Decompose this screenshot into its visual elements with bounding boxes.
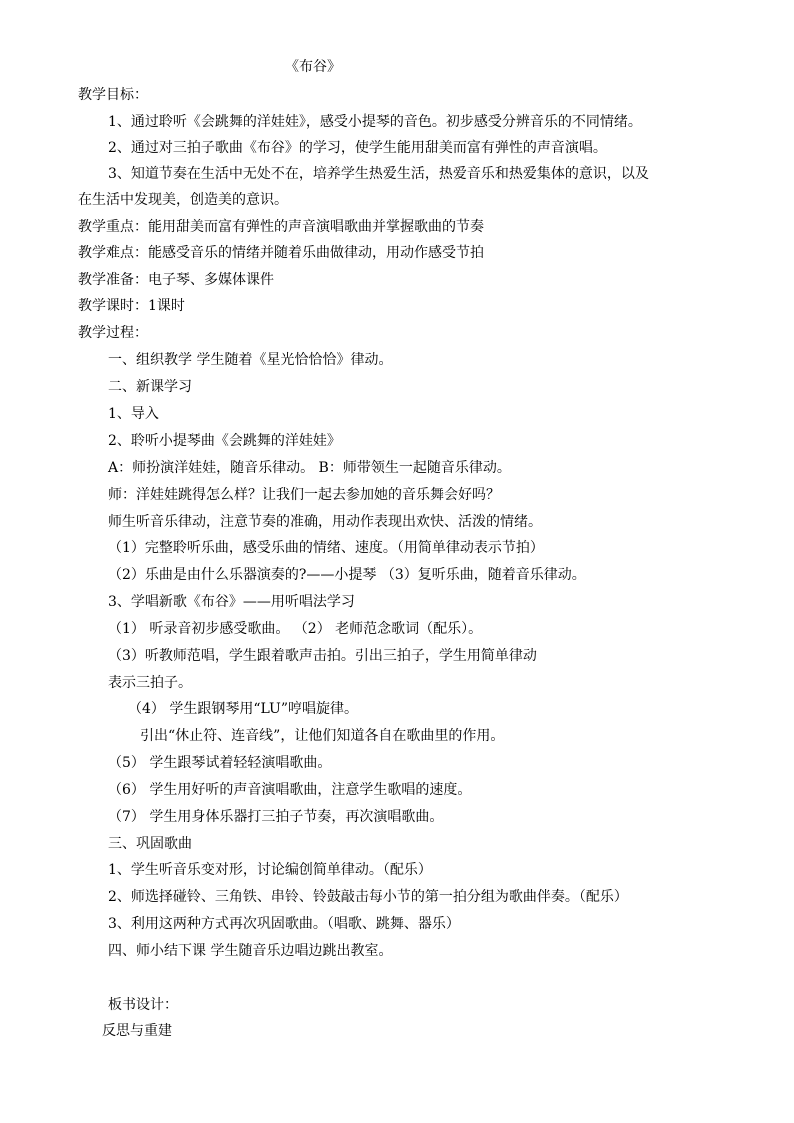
step-intro: 1、导入 (108, 406, 159, 422)
document-title: 《布谷》 (285, 59, 341, 75)
substep-2-3: （2）乐曲是由什么乐器演奏的?——小提琴 （3）复听乐曲，随着音乐律动。 (108, 567, 586, 583)
objective-3: 3、知道节奏在生活中无处不在，培养学生热爱生活，热爱音乐和热爱集体的意识，以及 (108, 166, 649, 182)
song-step-3: （3）听教师范唱，学生跟着歌声击拍。引出三拍子，学生用简单律动 (108, 648, 537, 664)
review-3: 3、利用这两种方式再次巩固歌曲。（唱歌、跳舞、器乐） (108, 916, 460, 932)
board-design: 板书设计： (108, 997, 178, 1013)
key-points: 教学重点：能用甜美而富有弹性的声音演唱歌曲并掌握歌曲的节奏 (78, 219, 484, 235)
difficult-points: 教学难点：能感受音乐的情绪并随着乐曲做律动，用动作感受节拍 (78, 245, 484, 261)
song-step-6: （6） 学生用好听的声音演唱歌曲，注意学生歌唱的速度。 (108, 782, 472, 798)
song-step-3-cont: 表示三拍子。 (108, 675, 192, 691)
section-2: 二、新课学习 (108, 379, 192, 395)
review-2: 2、师选择碰铃、三角铁、串铃、铃鼓敲击每小节的第一拍分组为歌曲伴奏。（配乐） (108, 889, 628, 905)
step-listen: 2、聆听小提琴曲《会跳舞的洋娃娃》 (108, 433, 341, 449)
step-learn-song: 3、学唱新歌《布谷》——用听唱法学习 (108, 594, 355, 610)
step-ab: A：师扮演洋娃娃，随音乐律动。 B：师带领生一起随音乐律动。 (108, 460, 511, 476)
objectives-heading: 教学目标： (78, 87, 148, 103)
song-step-1-2: （1） 听录音初步感受歌曲。 （2） 老师范念歌词（配乐）。 (108, 621, 483, 637)
song-step-5: （5） 学生跟琴试着轻轻演唱歌曲。 (108, 755, 332, 771)
song-step-4: （4） 学生跟钢琴用“LU”哼唱旋律。 (128, 701, 359, 717)
review-1: 1、学生听音乐变对形，讨论编创简单律动。（配乐） (108, 862, 432, 878)
substep-1: （1）完整聆听乐曲，感受乐曲的情绪、速度。（用简单律动表示节拍） (108, 540, 544, 556)
song-step-7: （7） 学生用身体乐器打三拍子节奏，再次演唱歌曲。 (108, 809, 444, 825)
process-heading: 教学过程： (78, 325, 148, 341)
section-3: 三、巩固歌曲 (108, 836, 192, 852)
reflection: 反思与重建 (102, 1023, 172, 1039)
teacher-question: 师：洋娃娃跳得怎么样？让我们一起去参加她的音乐舞会好吗？ (108, 487, 500, 503)
objective-1: 1、通过聆听《会跳舞的洋娃娃》，感受小提琴的音色。初步感受分辨音乐的不同情绪。 (108, 114, 642, 130)
song-step-4-note: 引出“休止符、连音线”，让他们知道各自在歌曲里的作用。 (140, 728, 505, 744)
rhythm-note: 师生听音乐律动，注意节奏的准确，用动作表现出欢快、活泼的情绪。 (108, 514, 542, 530)
objective-2: 2、通过对三拍子歌曲《布谷》的学习，使学生能用甜美而富有弹性的声音演唱。 (108, 140, 607, 156)
section-1: 一、组织教学 学生随着《星光恰恰恰》律动。 (108, 352, 393, 368)
class-hours: 教学课时：1课时 (78, 298, 185, 314)
preparation: 教学准备：电子琴、多媒体课件 (78, 272, 274, 288)
objective-3-cont: 在生活中发现美，创造美的意识。 (78, 192, 288, 208)
section-4: 四、师小结下课 学生随音乐边唱边跳出教室。 (108, 943, 393, 959)
